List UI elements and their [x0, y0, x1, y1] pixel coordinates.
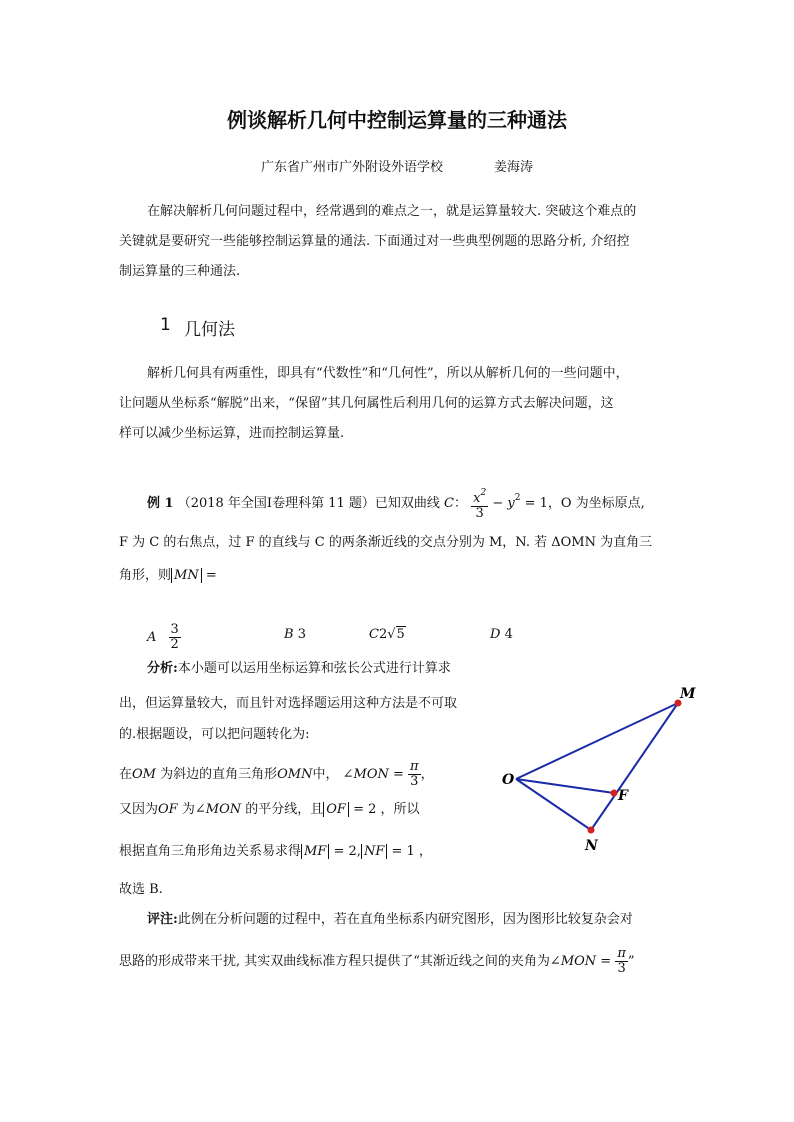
section-1-line-3: 样可以减少坐标运算，进而控制运算量. [119, 426, 345, 441]
comment-line-2: 思路的形成带来干扰, 其实双曲线标准方程只提供了“其渐近线之间的夹角为∠MON = $\frac{\pi}{3}$ ” [119, 946, 635, 976]
example-source: （2018 年全国Ⅰ卷理科第 11 题）已知双曲线 [177, 496, 440, 511]
section-1-heading: 几何法 [184, 320, 235, 340]
analysis-line-7: 故选 B. [119, 882, 163, 897]
hyperbola-term: − y [492, 496, 515, 511]
analysis-line-2: 出，但运算量较大，而且针对选择题运用这种方法是不可取 [119, 696, 458, 711]
analysis-line-1: 分析:本小题可以运用坐标运算和弦长公式进行计算求 [147, 661, 451, 676]
hyperbola-fraction: $\frac{x^2}{3}$ [473, 488, 487, 521]
triangle-figure [496, 680, 706, 860]
analysis-line-6: 根据直角三角形角边关系易求得 MF = 2, NF = 1 ， [119, 844, 432, 859]
segment-om [516, 703, 678, 779]
choice-b: B 3 [284, 627, 306, 642]
example-1-line-2: F 为 C 的右焦点，过 F 的直线与 C 的两条渐近线的交点分别为 M，N. 若 ΔOMN 为直角三 [119, 535, 653, 550]
hyperbola-rhs: = 1 [524, 496, 548, 511]
segment-on [516, 779, 591, 830]
segment-mn [591, 703, 678, 830]
section-1-line-2: 让问题从坐标系“解脱”出来，“保留”其几何属性后利用几何的运算方式去解决问题，这 [119, 396, 614, 411]
analysis-line-4: 在OM 为斜边的直角三角形OMN中， ∠MON = $\frac{\pi}{3}$ ， [119, 759, 434, 789]
intro-line-3: 制运算量的三种通法. [119, 264, 241, 279]
comment-line-1: 评注:此例在分析问题的过程中，若在直角坐标系内研究图形，因为图形比较复杂会对 [147, 912, 633, 927]
analysis-line-5: 又因为OF 为∠MON 的平分线，且 OF = 2 ，所以 [119, 802, 420, 817]
segment-of [516, 779, 614, 793]
intro-line-2: 关键就是要研究一些能够控制运算量的通法. 下面通过对一些典型例题的思路分析, 介绍控 [119, 234, 630, 249]
section-1-line-1: 解析几何具有两重性，即具有“代数性”和“几何性”，所以从解析几何的一些问题中， [147, 366, 629, 381]
label-f: F [618, 788, 628, 804]
author-school: 广东省广州市广外附设外语学校 [261, 160, 444, 175]
section-1-number: 1 [160, 315, 171, 335]
choice-d: D 4 [490, 627, 513, 642]
label-o: O [502, 772, 515, 788]
author-name: 姜海涛 [494, 160, 534, 175]
example-1-statement: 例 1 （2018 年全国Ⅰ卷理科第 11 题）已知双曲线 C： $\frac{x^2}{3}$ − $y^2 = 1$，O 为坐标原点, [147, 488, 645, 521]
example-1-line-3: 角形，则 MN = [119, 568, 217, 583]
origin-text: ，O 为坐标原点, [547, 496, 645, 511]
label-n: N [585, 838, 598, 854]
example-label: 例 1 [147, 496, 174, 511]
curve-name: C [444, 496, 454, 511]
point-n [588, 827, 595, 834]
point-f [611, 790, 618, 797]
analysis-line-3: 的.根据题设，可以把问题转化为: [119, 727, 310, 742]
page-title: 例谈解析几何中控制运算量的三种通法 [227, 108, 567, 132]
intro-line-1: 在解决解析几何问题过程中，经常遇到的难点之一，就是运算量较大. 突破这个难点的 [147, 204, 637, 219]
label-m: M [680, 686, 696, 702]
choice-c: C2√5 [369, 627, 405, 642]
choice-a: A $\frac{3}{2}$ [147, 622, 179, 652]
